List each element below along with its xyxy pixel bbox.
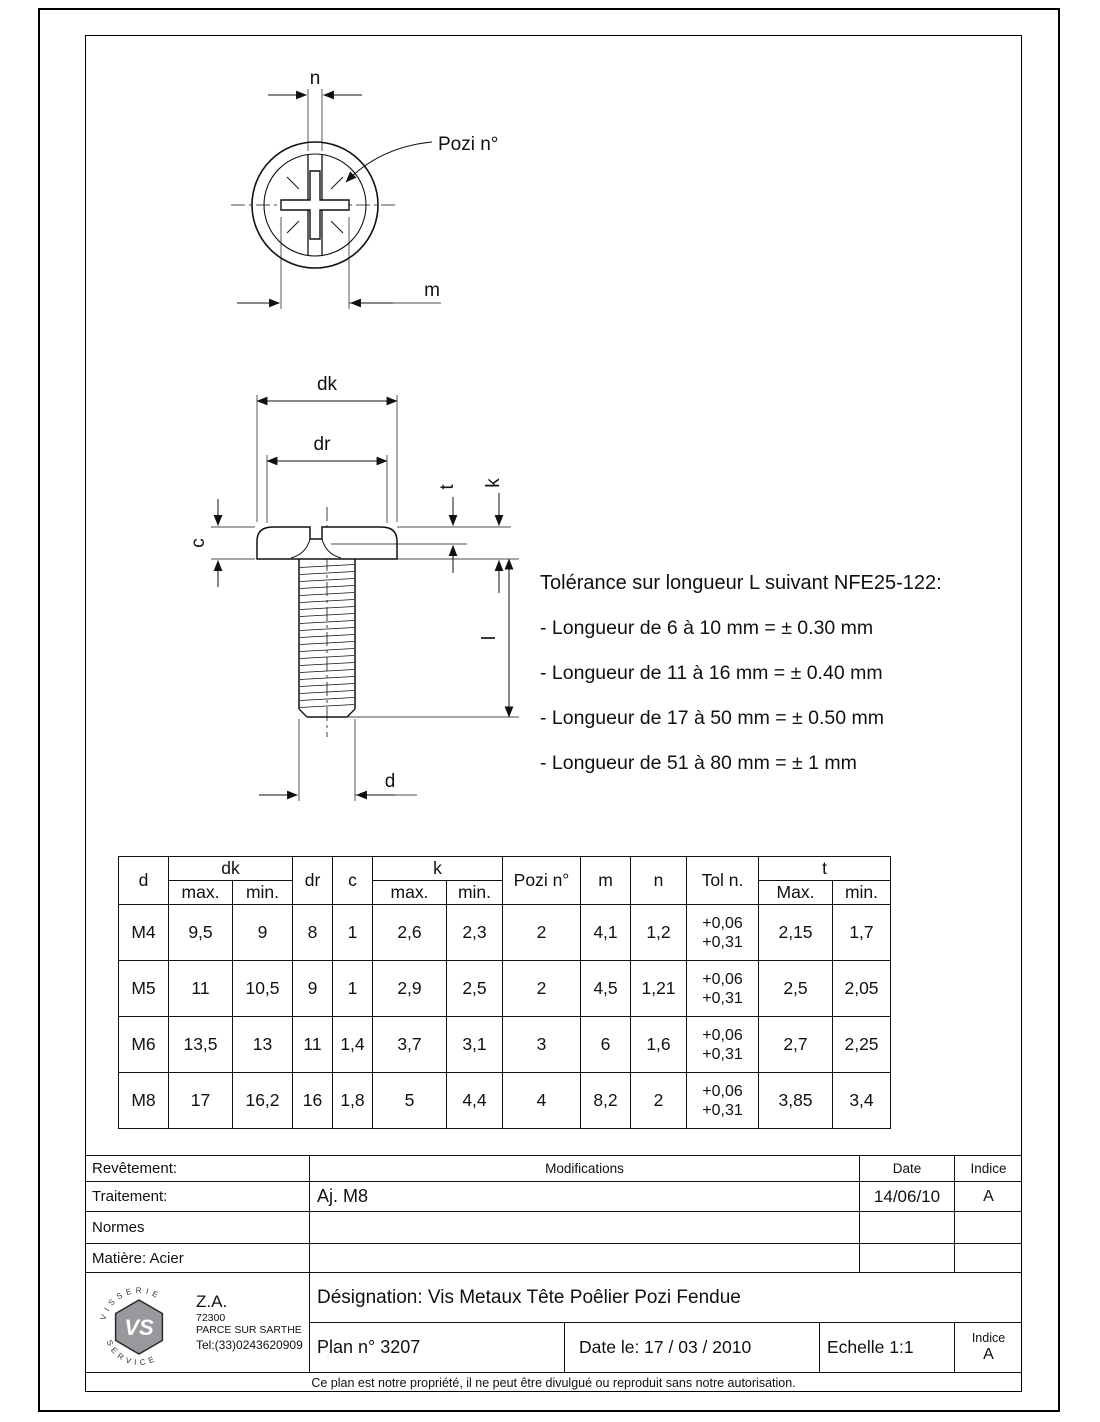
col-t-header: t [759,857,891,881]
table-cell: 3 [503,1017,581,1073]
indice-box [955,1323,1022,1373]
table-cell: 2 [503,961,581,1017]
modification-indice: A [955,1182,1022,1212]
company-block [85,1273,310,1373]
side-view-dimensions [188,374,519,801]
tol-minus: +0,31 [702,933,743,951]
table-cell: 6 [581,1017,631,1073]
table-cell: 1,7 [833,905,891,961]
table-cell: 13,5 [169,1017,233,1073]
table-cell-tolerance [687,905,759,961]
designation: Désignation: Vis Metaux Tête Poêlier Pozi Fendue [310,1273,1022,1323]
table-cell-tolerance [687,1073,759,1129]
dk-min-header: min. [233,881,293,905]
plan-number: Plan n° 3207 [310,1323,565,1373]
logo-monogram: VS [124,1314,154,1340]
visserie-service-logo [91,1275,191,1371]
table-cell: 9 [233,905,293,961]
table-cell: 1,4 [333,1017,373,1073]
empty-cell [310,1244,860,1273]
table-cell: 13 [233,1017,293,1073]
t-min-header: min. [833,881,891,905]
dim-label-t: t [437,484,458,490]
modification-entry: Aj. M8 [310,1182,860,1212]
indice-box-label: Indice [971,1330,1006,1345]
company-tel: Tel:(33)0243620909 [196,1337,303,1352]
table-cell: 3,7 [373,1017,447,1073]
tip-bevel [347,709,355,717]
tol-minus: +0,31 [702,1045,743,1063]
table-cell: 16 [293,1073,333,1129]
indice-box-value: A [983,1345,994,1363]
company-address [196,1292,303,1352]
table-cell: 2,5 [759,961,833,1017]
tol-plus: +0,06 [702,914,743,932]
table-cell: 11 [293,1017,333,1073]
tolerance-note [540,572,1020,775]
pozi-tick [331,177,343,189]
table-cell: 2,25 [833,1017,891,1073]
screw-head-top-view [231,142,399,268]
table-cell: 2,6 [373,905,447,961]
table-cell: 10,5 [233,961,293,1017]
k-min-header: min. [447,881,503,905]
table-cell: 16,2 [233,1073,293,1129]
dim-label-l: l [479,635,500,641]
table-cell: 4,1 [581,905,631,961]
header-row [119,857,891,881]
table-cell: 1,21 [631,961,687,1017]
normes-label: Normes [85,1212,310,1244]
title-block [85,1155,1022,1392]
logo-ring-top-text: VISSERIE [98,1285,164,1321]
table-row-m4 [119,905,891,961]
pozi-callout-label: Pozi n° [438,134,499,155]
table-cell: 2,5 [447,961,503,1017]
table-cell: 2,05 [833,961,891,1017]
col-m-header: m [581,857,631,905]
table-cell: 1 [333,961,373,1017]
pozi-tick [287,221,299,233]
col-n-header: n [631,857,687,905]
date-header: Date [860,1156,955,1182]
table-cell-tolerance [687,961,759,1017]
table-cell: 2,9 [373,961,447,1017]
table-cell: 8,2 [581,1073,631,1129]
tol-plus: +0,06 [702,970,743,988]
property-notice: Ce plan est notre propriété, il ne peut être divulgué ou reproduit sans notre autorisation. [311,1376,796,1390]
tip-bevel [299,709,307,717]
tolerance-title: Tolérance sur longueur L suivant NFE25-122: [540,572,942,594]
tolerance-line: - Longueur de 11 à 16 mm = ± 0.40 mm [540,662,883,684]
tolerance-line: - Longueur de 6 à 10 mm = ± 0.30 mm [540,617,874,639]
t-max-header: Max. [759,881,833,905]
company-zip: 72300 [196,1311,226,1324]
screw-side-view [257,507,397,737]
table-cell: 3,4 [833,1073,891,1129]
empty-cell [860,1212,955,1244]
date-le: Date le: 17 / 03 / 2010 [565,1323,820,1373]
table-cell: 2 [503,905,581,961]
company-za: Z.A. [196,1292,228,1312]
table-cell: M8 [119,1073,169,1129]
dk-max-header: max. [169,881,233,905]
empty-cell [310,1212,860,1244]
modification-date: 14/06/10 [860,1182,955,1212]
tol-minus: +0,31 [702,1101,743,1119]
dim-label-n: n [309,68,321,89]
top-view-dimensions [237,68,498,309]
col-dr-header: dr [293,857,333,905]
tol-plus: +0,06 [702,1026,743,1044]
col-k-header: k [373,857,503,881]
dim-label-dk: dk [316,374,338,395]
indice-header: Indice [955,1156,1022,1182]
empty-cell [955,1244,1022,1273]
table-cell: 4 [503,1073,581,1129]
table-cell: 9 [293,961,333,1017]
table-cell: 4,5 [581,961,631,1017]
dim-label-m: m [424,280,440,301]
table-cell: 1,8 [333,1073,373,1129]
pozi-tick [331,221,343,233]
table-row-m5 [119,961,891,1017]
dimensions-table [118,856,891,1129]
table-cell: 8 [293,905,333,961]
table-cell: 5 [373,1073,447,1129]
table-cell: 1 [333,905,373,961]
col-tol-header: Tol n. [687,857,759,905]
table-cell: M4 [119,905,169,961]
table-cell: 1,2 [631,905,687,961]
col-pozi-header: Pozi n° [503,857,581,905]
table-cell: 2,3 [447,905,503,961]
empty-cell [955,1212,1022,1244]
echelle: Echelle 1:1 [820,1323,955,1373]
table-row-m6 [119,1017,891,1073]
table-cell: 11 [169,961,233,1017]
table-cell: 2 [631,1073,687,1129]
k-max-header: max. [373,881,447,905]
table-cell: 2,15 [759,905,833,961]
col-c-header: c [333,857,373,905]
dim-label-c: c [188,538,209,548]
tolerance-line: - Longueur de 51 à 80 mm = ± 1 mm [540,752,857,774]
tol-minus: +0,31 [702,989,743,1007]
table-cell: 17 [169,1073,233,1129]
traitement-label: Traitement: [85,1182,310,1212]
empty-cell [860,1244,955,1273]
dim-label-k: k [483,478,504,488]
table-cell: M6 [119,1017,169,1073]
col-dk-header: dk [169,857,293,881]
company-city: PARCE SUR SARTHE [196,1323,302,1336]
dim-label-dr: dr [313,434,331,455]
modifications-header: Modifications [310,1156,860,1182]
table-cell: 3,1 [447,1017,503,1073]
table-cell: 4,4 [447,1073,503,1129]
table-cell: 3,85 [759,1073,833,1129]
table-cell-tolerance [687,1017,759,1073]
tolerance-line: - Longueur de 17 à 50 mm = ± 0.50 mm [540,707,885,729]
col-d-header: d [119,857,169,905]
table-cell: 9,5 [169,905,233,961]
logo-ring-bottom-text: SERVICE [104,1338,160,1367]
matiere-label: Matière: Acier [85,1244,310,1273]
screw-head-profile [257,527,397,559]
table-row-m8 [119,1073,891,1129]
dim-label-d: d [384,771,396,792]
table-cell: 1,6 [631,1017,687,1073]
table-cell: 2,7 [759,1017,833,1073]
pozi-tick [287,177,299,189]
revetement-label: Revêtement: [85,1156,310,1182]
table-cell: M5 [119,961,169,1017]
tol-plus: +0,06 [702,1082,743,1100]
